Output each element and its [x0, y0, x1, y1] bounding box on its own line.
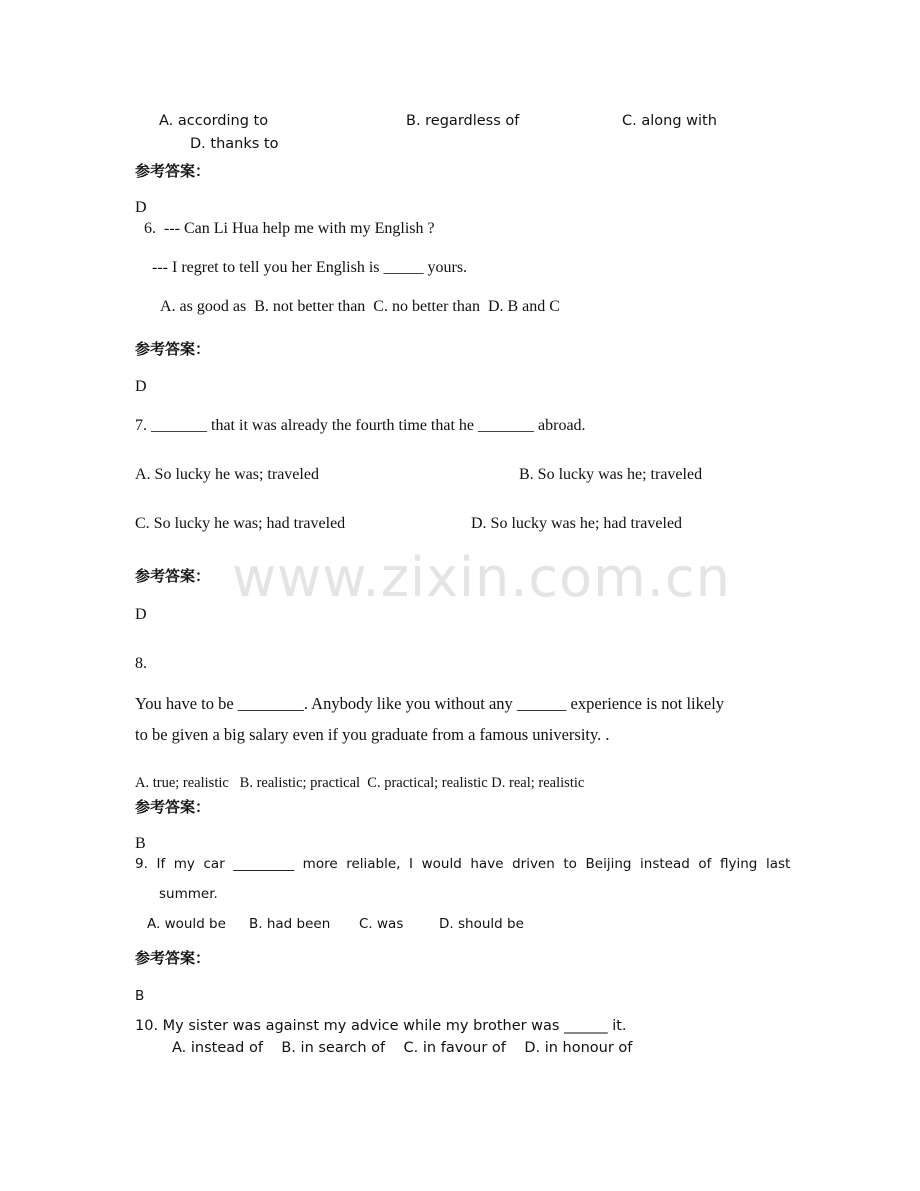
q8-answer-label: 参考答案： [135, 798, 211, 816]
q7-option-b: B. So lucky was he; traveled [519, 466, 703, 483]
q8-line-2: to be given a big salary even if you graduate from a famous university. . [135, 725, 610, 744]
q5-option-d: D. thanks to [190, 136, 279, 152]
q7-question: 7. _______ that it was already the fourth time that he _______ abroad. [135, 417, 586, 434]
q10-question: 10. My sister was against my advice while my brother was ______ it. [135, 1018, 627, 1034]
q9-option-c: C. was [359, 916, 404, 932]
q7-option-c: C. So lucky he was; had traveled [135, 515, 346, 532]
q7-answer-label: 参考答案： [135, 567, 211, 585]
q5-answer: D [135, 199, 147, 216]
q8-number: 8. [135, 655, 147, 672]
q8-answer: B [135, 835, 146, 852]
q6-reply: --- I regret to tell you her English is _____ yours. [152, 259, 468, 276]
q7-option-d: D. So lucky was he; had traveled [471, 515, 683, 532]
q6-answer: D [135, 378, 147, 395]
q5-option-b: B. regardless of [406, 113, 520, 129]
q9-option-d: D. should be [439, 916, 524, 932]
q7-answer: D [135, 606, 147, 623]
q6-answer-label: 参考答案： [135, 340, 211, 358]
q9-option-a: A. would be [147, 916, 226, 932]
q10-options: A. instead of B. in search of C. in favour of D. in honour of [172, 1040, 633, 1056]
q6-options: A. as good as B. not better than C. no better than D. B and C [160, 298, 560, 315]
q9-option-b: B. had been [249, 916, 331, 932]
q9-answer-label: 参考答案： [135, 949, 211, 967]
q9-line-2: summer. [159, 886, 218, 902]
q9-answer: B [135, 988, 145, 1004]
q7-option-a: A. So lucky he was; traveled [135, 466, 319, 483]
q8-line-1: You have to be ________. Anybody like you without any ______ experience is not likely [135, 694, 725, 713]
q5-option-c: C. along with [622, 113, 717, 129]
q9-line-1: 9. If my car _________ more reliable, I would have driven to Beijing instead of flying last [135, 856, 791, 872]
q5-answer-label: 参考答案： [135, 162, 211, 180]
q8-options: A. true; realistic B. realistic; practical C. practical; realistic D. real; realistic [135, 775, 585, 791]
watermark: www.zixin.com.cn [232, 546, 731, 609]
q5-option-a: A. according to [159, 113, 269, 129]
q6-question: 6. --- Can Li Hua help me with my English ? [144, 220, 435, 237]
